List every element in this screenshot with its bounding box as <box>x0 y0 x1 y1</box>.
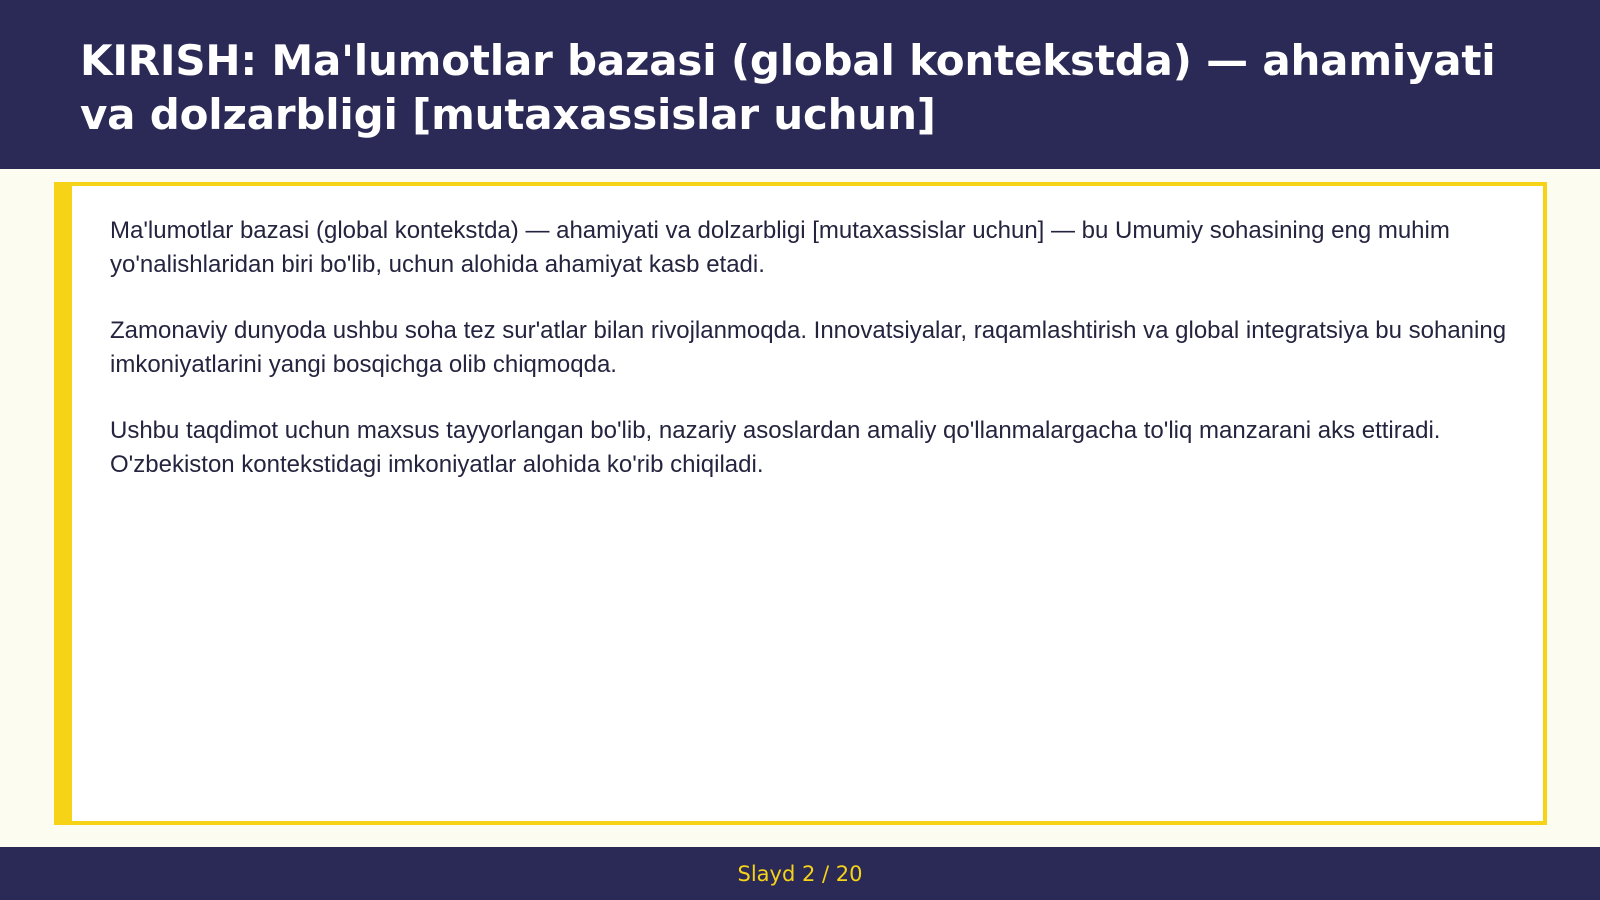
slide-title: KIRISH: Ma'lumotlar bazasi (global kontekstda) — ahamiyati va dolzarbligi [mutaxassislar uchun] <box>80 36 1496 139</box>
slide-counter: Slayd 2 / 20 <box>737 862 863 886</box>
intro-paragraph: Ma'lumotlar bazasi (global kontekstda) — ahamiyati va dolzarbligi [mutaxassislar uchun] — bu Umumiy sohasining eng muhim yo'nalishlaridan biri bo'lib, uchun alohida ahamiyat kasb etadi. <box>110 217 1450 278</box>
slide-header <box>0 0 1600 169</box>
presentation-summary-paragraph: Ushbu taqdimot uchun maxsus tayyorlangan bo'lib, nazariy asoslardan amaliy qo'llanmalargacha to'liq manzarani aks ettiradi. O'zbekiston kontekstidagi imkoniyatlar alohida ko'rib chiqiladi. <box>110 417 1441 478</box>
development-paragraph: Zamonaviy dunyoda ushbu soha tez sur'atlar bilan rivojlanmoqda. Innovatsiyalar, raqamlashtirish va global integratsiya bu sohaning imkoniyatlarini yangi bosqichga olib chiqmoqda. <box>110 317 1507 378</box>
content-panel <box>54 182 1547 825</box>
slide-footer <box>0 847 1600 900</box>
slide-body <box>110 214 1510 514</box>
